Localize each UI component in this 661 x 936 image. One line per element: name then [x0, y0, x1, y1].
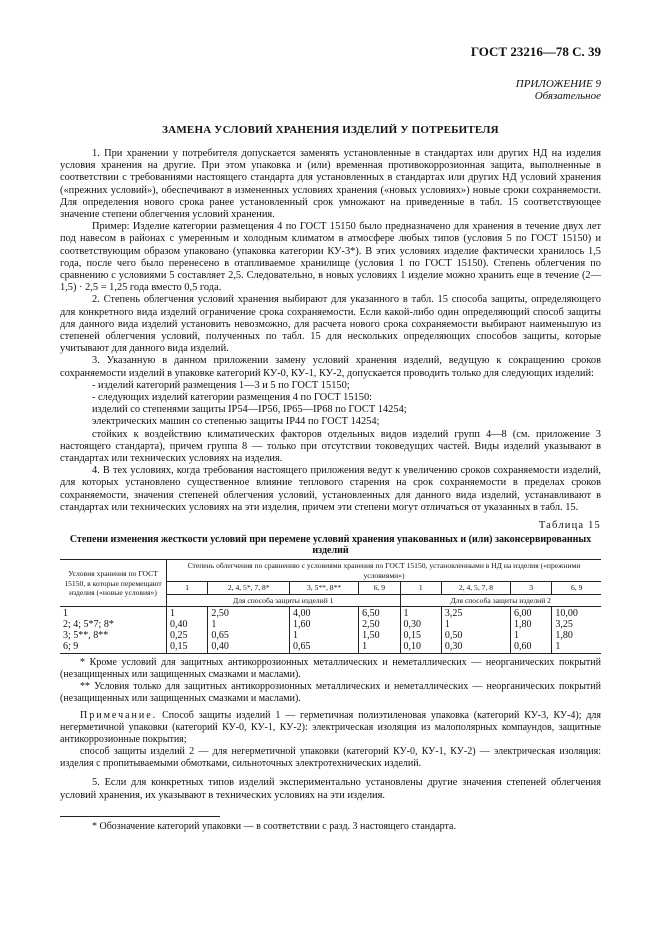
paragraph-2: 2. Степень облегчения условий хранения выбирают для указанного в табл. 15 способа защиты, определяющего для конкретного вида изделий ограничение срока сохраняемости. Если какой-либо один определяющий способ защиты для данного вида изделий установить невозможно, для расчета нового срока сохраняемости выбирают наименьшую из степеней облегчения условий, полученных по табл. 15 для нескольких определяющих способов защиты, которые учитывают для данного вида изделий.	[60, 294, 601, 355]
appendix-label	[516, 78, 601, 102]
page-footnote: * Обозначение категорий упаковки — в соответствии с разд. 3 настоящего стандарта.	[92, 820, 456, 832]
row-header: Условия хранения по ГОСТ 15150, в которые перемещают изделия («новые условия»)	[60, 560, 167, 607]
row-label: 6; 9	[63, 641, 79, 653]
list-item: - следующих изделий категории размещения 4 по ГОСТ 15150:	[92, 392, 373, 404]
paragraph-1: 1. При хранении у потребителя допускается заменять установленные в стандартах или других НД на изделия условия хранения на другие. При этом упаковка и (или) временная противокоррозионная защита, выполненные в соответствии с требованиями настоящего стандарта для установленных в стандартах или других НД условий хранения («прежних условий»), обеспечивают в измененных условиях хранения («новых условиях») новые сроки сохраняемости. Для определения нового срока ранее установленный срок умножают на приведенные в табл. 15 соответствующее значение степени облегчения условий хранения.	[60, 148, 601, 221]
paragraph-example: Пример: Изделие категории размещения 4 по ГОСТ 15150 было предназначено для хранения в течение двух лет под навесом в районах с умеренным и холодным климатом в атмосфере любых типов (условия 5 по ГОСТ 15150) и соответствующим образом упаковано (упаковка категории КУ-3*). В этих условиях изделие фактически хранилось 1,5 года, после чего было перенесено в отапливаемое хранилище (условия 1 по ГОСТ 15150). Степень облегчения по сравнению с условиями 5 составляет 2,5. Следовательно, в новых условиях 1 изделие можно хранить еще в течение (2—1,5) · 2,5 = 1,25 года вместо 0,5 года.	[60, 221, 601, 294]
table-notes	[60, 657, 601, 769]
table-cell: 1 0,30 0,15 0,10	[400, 607, 441, 654]
table-15	[60, 559, 601, 654]
column-header: 1	[167, 582, 208, 595]
table-footnote: ** Условия только для защитных антикоррозионных металлических и неметаллических — неорганических покрытий (незащищенных или защищенных смазками и маслами).	[60, 680, 601, 704]
method-1-header: Для способа защиты изделий 1	[167, 594, 401, 607]
column-header: 2, 4, 5, 7, 8	[441, 582, 510, 595]
appendix-type: Обязательное	[534, 90, 601, 102]
remark-label: Примечание.	[80, 710, 158, 722]
section-title: ЗАМЕНА УСЛОВИЙ ХРАНЕНИЯ ИЗДЕЛИЙ У ПОТРЕБИТЕЛЯ	[162, 124, 499, 136]
column-header: 1	[400, 582, 441, 595]
column-header: 3, 5**, 8**	[290, 582, 359, 595]
appendix-number: ПРИЛОЖЕНИЕ 9	[515, 78, 601, 90]
column-header: 6, 9	[359, 582, 400, 595]
paragraph-5: 5. Если для конкретных типов изделий экспериментально установлены другие значения степеней облегчения условий хранения, их указывают в технических условиях на эти изделия.	[60, 777, 601, 801]
table-cell: 1 0,40 0,25 0,15	[167, 607, 208, 654]
footnote-divider	[60, 816, 220, 817]
group-header: Степень облегчения по сравнению с условиями хранения по ГОСТ 15150, установленными в НД на изделия («прежними условиями»)	[167, 560, 602, 582]
page-header: ГОСТ 23216—78 С. 39	[470, 44, 601, 59]
document-body	[60, 148, 601, 833]
table-caption: Таблица 15	[538, 520, 601, 532]
table-cell: 4,00 1,60 1 0,65	[290, 607, 359, 654]
remark-continuation: способ защиты изделий 2 — для негерметичной упаковки (категорий КУ-0, КУ-1, КУ-2) — электрическая изоляция: изделия с пропитываемыми обмотками, сильноточных электротехнических изделий.	[60, 745, 601, 769]
paragraph-3: 3. Указанную в данном приложении замену условий хранения изделий, ведущую к сокращению сроков сохраняемости изделий в упаковке категорий КУ-0, КУ-1, КУ-2, допускается проводить только для следующих изделий:	[60, 355, 601, 379]
paragraph-3-tail: стойких к воздействию климатических факторов отдельных видов изделий групп 4—8 (см. приложение 3 настоящего стандарта), причем группа 8 — только при отсутствии токоведущих частей. Виды изделий указывают в стандартах или технических условиях на изделия.	[60, 428, 601, 465]
paragraph-4: 4. В тех условиях, когда требования настоящего приложения ведут к увеличению сроков сохраняемости изделий, для которых установлено существенное влияние теплового старения на срок сохраняемости в пределах сроков сохраняемости, значения степеней облегчения условий, установленных для данного вида изделий, устанавливают в стандартах или технических условиях на эти изделия, причем эти степени могут отличаться от указанных в табл. 15.	[60, 465, 601, 513]
list-item: изделий со степенями защиты IP54—IP56, IP65—IP68 по ГОСТ 14254;	[92, 404, 407, 416]
column-header: 3	[510, 582, 551, 595]
table-title: Степени изменения жесткости условий при перемене условий хранения упакованных и (или) законсервированных изделий	[69, 534, 592, 557]
remark-text: Способ защиты изделий 1 — герметичная полиэтиленовая упаковка (категорий КУ-3, КУ-4); для негерметичной упаковки (категорий КУ-0, КУ-1, КУ-2): электрическая изоляция из малополярных компаундов, защитные антикоррозионные покрытия;	[60, 710, 602, 746]
table-cell: 10,00 3,25 1,80 1	[552, 607, 601, 654]
column-header: 6, 9	[552, 582, 601, 595]
row-labels	[60, 607, 167, 654]
row-label: 1	[63, 608, 68, 620]
row-label: 3; 5**, 8**	[63, 630, 109, 642]
table-cell: 2,50 1 0,65 0,40	[208, 607, 290, 654]
list-item: электрических машин со степенью защиты IP44 по ГОСТ 14254;	[92, 416, 380, 428]
remark-paragraph	[60, 710, 601, 745]
table-cell: 3,25 1 0,50 0,30	[441, 607, 510, 654]
table-cell: 6,00 1,80 1 0,60	[510, 607, 551, 654]
table-footnote: * Кроме условий для защитных антикоррозионных металлических и неметаллических — неорганических покрытий (незащищенных или защищенных смазками и маслами).	[60, 657, 601, 681]
column-header: 2, 4, 5*, 7, 8*	[208, 582, 290, 595]
method-2-header: Для способа защиты изделий 2	[400, 594, 601, 607]
row-label: 2; 4; 5*7; 8*	[63, 619, 114, 631]
table-cell: 6,50 2,50 1,50 1	[359, 607, 400, 654]
list-item: - изделий категорий размещения 1—3 и 5 по ГОСТ 15150;	[92, 379, 350, 391]
